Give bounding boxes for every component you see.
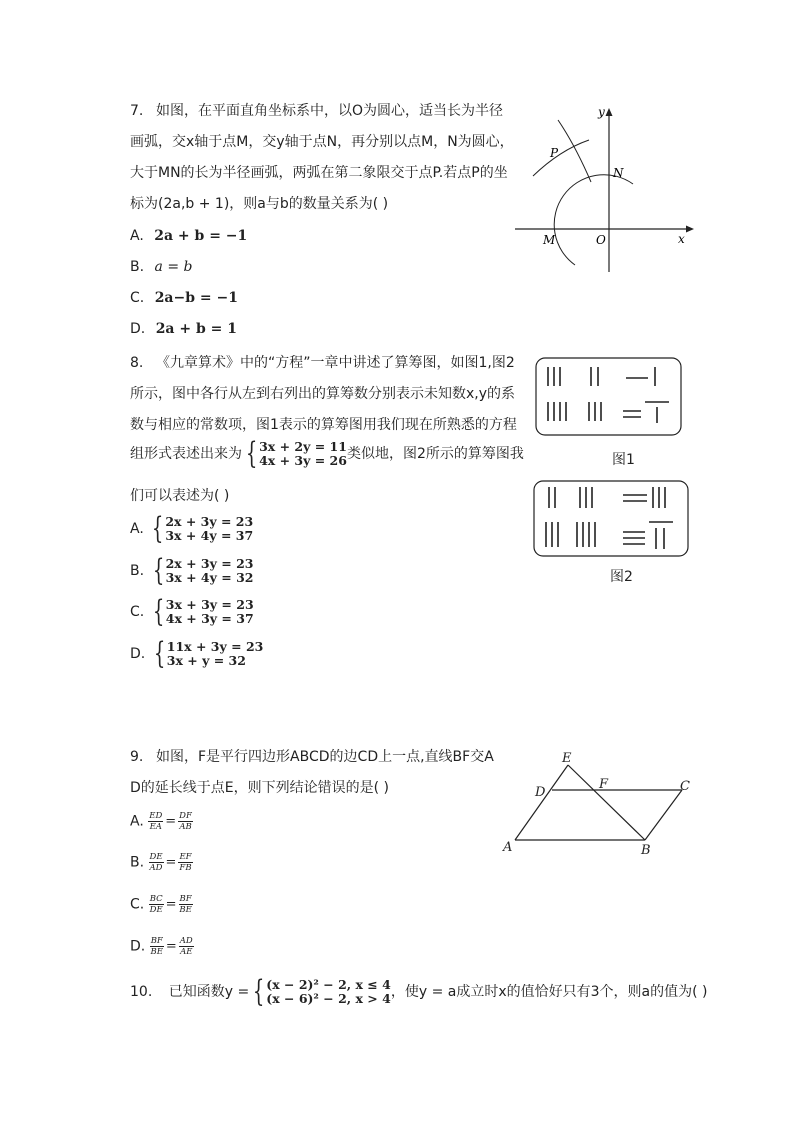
q7-number: 7. xyxy=(130,103,144,119)
system-row: 3x + 4y = 32 xyxy=(165,570,254,585)
q8-line-1: 《九章算术》中的“方程”一章中讲述了算筹图，如图1,图2 xyxy=(156,355,515,371)
q8-number: 8. xyxy=(130,355,144,371)
arc-from-n xyxy=(533,140,589,176)
brace-icon: { xyxy=(152,553,164,588)
fraction-right xyxy=(178,811,193,832)
system-row: 11x + 3y = 23 xyxy=(166,639,264,654)
option-label: A. xyxy=(130,521,144,537)
denominator: AB xyxy=(179,822,192,832)
label-c: C xyxy=(680,779,690,794)
option-text: a = b xyxy=(154,259,193,275)
brace-icon: { xyxy=(153,636,165,671)
q8-fig1-system xyxy=(259,440,347,468)
q7-option-a[interactable] xyxy=(130,228,247,244)
figure-frame xyxy=(536,358,681,435)
brace-icon: { xyxy=(152,511,164,546)
q8-option-c[interactable] xyxy=(130,594,254,629)
q7-option-d[interactable] xyxy=(130,321,237,337)
option-label: B. xyxy=(130,854,145,871)
q9-line-1: 如图，F是平行四边形ABCD的边CD上一点,直线BF交A xyxy=(156,749,494,765)
label-p: P xyxy=(550,146,559,160)
q8-figure-1-counting-rods xyxy=(535,357,683,437)
q8-line-4-prefix: 组形式表述出来为 xyxy=(130,446,242,462)
label-n: N xyxy=(613,166,624,180)
q8-option-b[interactable] xyxy=(130,553,254,588)
q8-option-d[interactable] xyxy=(130,636,264,671)
fraction-right xyxy=(179,936,194,957)
arc-from-m xyxy=(558,120,591,182)
system-row: 2x + 3y = 23 xyxy=(165,556,254,571)
option-label: D. xyxy=(130,321,146,337)
q10-prefix: 已知函数y = xyxy=(168,984,250,1000)
rods-row-2 xyxy=(546,522,673,549)
q9-option-d[interactable] xyxy=(130,936,194,957)
q7-option-c[interactable] xyxy=(130,290,238,306)
option-system xyxy=(166,557,254,585)
numerator: DE xyxy=(149,852,163,862)
q10-suffix: ，使y = a成立时x的值恰好只有3个，则a的值为( ) xyxy=(390,984,708,1000)
label-a: A xyxy=(503,840,513,855)
equals-sign: = xyxy=(165,897,177,912)
system-row: 3x + 3y = 23 xyxy=(165,597,254,612)
system-row: 3x + 4y = 37 xyxy=(165,528,254,543)
option-text: 2a−b = −1 xyxy=(154,290,238,306)
q9-line-2: D的延长线于点E，则下列结论错误的是( ) xyxy=(130,780,389,796)
label-e: E xyxy=(562,751,572,766)
q8-line-3: 数与相应的常数项，图1表示的算筹图用我们现在所熟悉的方程 xyxy=(130,417,517,433)
q10-block xyxy=(130,972,708,1012)
piecewise-row: (x − 2)² − 2, x ≤ 4 xyxy=(266,977,391,992)
y-axis-arrow xyxy=(606,108,613,116)
q10-number: 10. xyxy=(130,984,153,1000)
x-axis-arrow xyxy=(686,226,694,233)
arc-centered-o xyxy=(554,175,633,265)
q8-line-4 xyxy=(130,436,530,472)
numerator: BF xyxy=(179,894,192,904)
label-b: B xyxy=(641,843,651,858)
q8-fig1-caption: 图1 xyxy=(612,452,635,468)
numerator: BF xyxy=(150,936,163,946)
q7-option-b[interactable] xyxy=(130,259,192,275)
option-label: B. xyxy=(130,259,145,275)
system-row: 4x + 3y = 26 xyxy=(259,453,347,468)
rods-row-1 xyxy=(549,487,665,508)
numerator: ED xyxy=(149,811,163,821)
option-label: C. xyxy=(130,604,145,620)
option-label: A. xyxy=(130,813,144,830)
q9-parallelogram-figure xyxy=(495,745,705,860)
brace-icon: { xyxy=(253,974,265,1009)
q9-option-a[interactable] xyxy=(130,811,193,832)
equals-sign: = xyxy=(165,939,177,954)
equals-sign: = xyxy=(165,855,177,870)
option-label: B. xyxy=(130,563,145,579)
option-label: D. xyxy=(130,646,146,662)
fraction-left xyxy=(149,852,164,873)
numerator: DF xyxy=(179,811,192,821)
fraction-left xyxy=(149,894,164,915)
option-text: 2a + b = −1 xyxy=(154,228,248,244)
q8-line-4-suffix: 类似地，图2所示的算筹图我 xyxy=(346,446,524,462)
rods-row-1 xyxy=(548,367,655,386)
denominator: AE xyxy=(180,947,193,957)
rods-row-2 xyxy=(548,402,669,423)
option-system xyxy=(165,515,253,543)
numerator: EF xyxy=(179,852,192,862)
q9-option-c[interactable] xyxy=(130,894,193,915)
q8-fig2-caption: 图2 xyxy=(610,569,633,585)
q7-coordinate-figure xyxy=(505,100,705,280)
label-y: y xyxy=(598,105,605,119)
denominator: BE xyxy=(179,905,192,915)
label-o: O xyxy=(596,233,606,247)
option-label: D. xyxy=(130,938,146,955)
q8-option-a[interactable] xyxy=(130,511,254,546)
system-row: 4x + 3y = 37 xyxy=(165,611,254,626)
denominator: AD xyxy=(149,863,163,873)
numerator: AD xyxy=(179,936,193,946)
option-system xyxy=(166,598,254,626)
option-label: C. xyxy=(130,290,145,306)
piecewise-row: (x − 6)² − 2, x > 4 xyxy=(266,991,391,1006)
system-row: 3x + 2y = 11 xyxy=(259,439,347,454)
q10-piecewise xyxy=(266,978,391,1006)
q9-number: 9. xyxy=(130,749,144,765)
fraction-left xyxy=(150,936,164,957)
label-d: D xyxy=(535,785,546,800)
label-f: F xyxy=(599,777,609,792)
q7-line-2: 画弧，交x轴于点M，交y轴于点N，再分别以点M，N为圆心， xyxy=(130,134,514,150)
label-x: x xyxy=(678,232,685,246)
system-row: 2x + 3y = 23 xyxy=(165,514,254,529)
denominator: BE xyxy=(150,947,163,957)
option-system xyxy=(167,640,264,668)
fraction-right xyxy=(179,894,193,915)
denominator: DE xyxy=(149,905,163,915)
denominator: EA xyxy=(149,822,162,832)
q8-line-2: 所示，图中各行从左到右列出的算筹数分别表示未知数x,y的系 xyxy=(130,386,516,402)
option-text: 2a + b = 1 xyxy=(155,321,237,337)
system-row: 3x + y = 32 xyxy=(166,653,246,668)
fraction-left xyxy=(148,811,163,832)
q9-option-b[interactable] xyxy=(130,852,193,873)
fraction-right xyxy=(178,852,192,873)
option-label: C. xyxy=(130,896,145,913)
q8-line-5: 们可以表述为( ) xyxy=(130,488,230,504)
option-label: A. xyxy=(130,228,144,244)
denominator: FB xyxy=(179,863,192,873)
brace-icon: { xyxy=(245,436,258,471)
q8-figure-2-counting-rods xyxy=(533,480,690,558)
q7-line-1: 如图，在平面直角坐标系中，以O为圆心，适当长为半径 xyxy=(156,103,504,119)
vertex-labels xyxy=(502,751,690,858)
q7-line-3: 大于MN的长为半径画弧，两弧在第二象限交于点P.若点P的坐 xyxy=(130,165,508,181)
equals-sign: = xyxy=(165,814,177,829)
brace-icon: { xyxy=(152,594,164,629)
label-m: M xyxy=(543,233,556,247)
q7-line-4: 标为(2a,b + 1)，则a与b的数量关系为( ) xyxy=(130,196,389,212)
numerator: BC xyxy=(149,894,163,904)
